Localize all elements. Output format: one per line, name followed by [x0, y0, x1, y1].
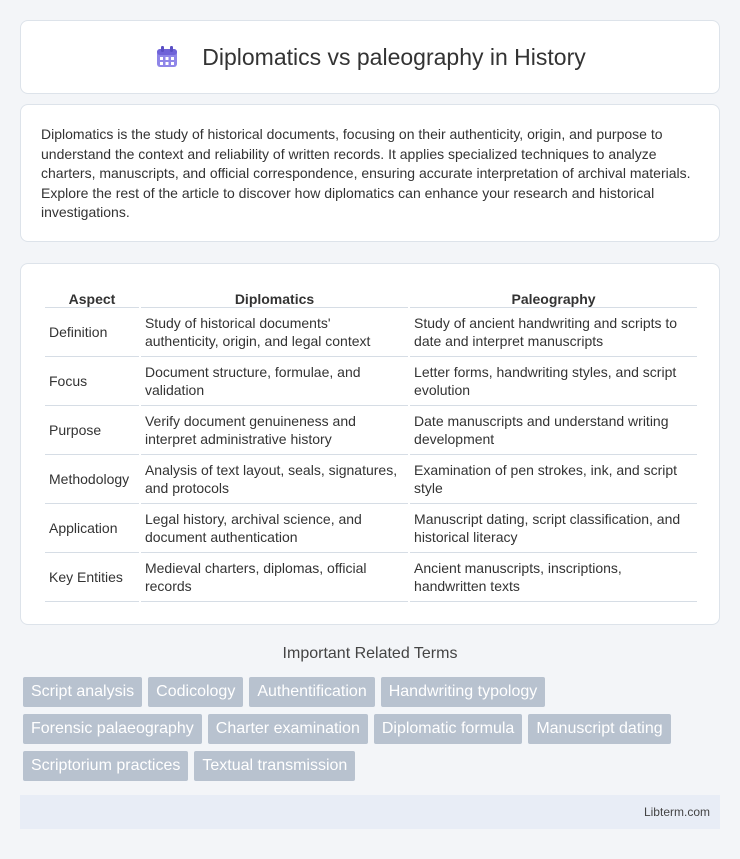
related-term-tag[interactable]: Diplomatic formula — [374, 714, 522, 744]
row-aspect: Focus — [45, 357, 139, 406]
row-paleography: Date manuscripts and understand writing development — [410, 406, 697, 455]
related-term-tag[interactable]: Codicology — [148, 677, 243, 707]
related-term-tag[interactable]: Charter examination — [208, 714, 368, 744]
row-aspect: Definition — [45, 308, 139, 357]
related-terms-list — [23, 677, 703, 788]
title-card — [20, 20, 720, 94]
row-aspect: Purpose — [45, 406, 139, 455]
table-header-row — [45, 284, 697, 308]
row-paleography: Examination of pen strokes, ink, and script style — [410, 455, 697, 504]
row-aspect: Application — [45, 504, 139, 553]
row-diplomatics: Verify document genuineness and interpret administrative history — [141, 406, 408, 455]
related-term-tag[interactable]: Scriptorium practices — [23, 751, 188, 781]
table-row — [45, 308, 697, 357]
row-diplomatics: Study of historical documents' authenticity, origin, and legal context — [141, 308, 408, 357]
intro-card — [20, 104, 720, 242]
calendar-icon — [154, 44, 180, 70]
comparison-table — [43, 284, 699, 602]
related-term-tag[interactable]: Script analysis — [23, 677, 142, 707]
footer — [20, 795, 720, 829]
row-diplomatics: Document structure, formulae, and validation — [141, 357, 408, 406]
header-aspect: Aspect — [45, 284, 139, 308]
row-paleography: Study of ancient handwriting and scripts to date and interpret manuscripts — [410, 308, 697, 357]
page-title: Diplomatics vs paleography in History — [202, 43, 586, 70]
table-row — [45, 553, 697, 602]
header-paleography: Paleography — [410, 284, 697, 308]
row-diplomatics: Legal history, archival science, and document authentication — [141, 504, 408, 553]
related-term-tag[interactable]: Authentification — [249, 677, 374, 707]
footer-brand[interactable]: Libterm.com — [643, 805, 710, 819]
row-aspect: Key Entities — [45, 553, 139, 602]
related-term-tag[interactable]: Textual transmission — [194, 751, 355, 781]
table-row — [45, 406, 697, 455]
related-terms-title: Important Related Terms — [282, 645, 458, 662]
row-paleography: Letter forms, handwriting styles, and script evolution — [410, 357, 697, 406]
intro-text: Diplomatics is the study of historical documents, focusing on their authenticity, origin, and purpose to understand the context and reliability of written records. It applies specialized techniques to analyze charters, manuscripts, and official correspondence, ensuring accurate interpretation of archival materials. Explore the rest of the article to discover how diplomatics can enhance your research and historical investigations. — [41, 126, 691, 220]
table-row — [45, 504, 697, 553]
table-row — [45, 357, 697, 406]
row-diplomatics: Analysis of text layout, seals, signatures, and protocols — [141, 455, 408, 504]
row-paleography: Manuscript dating, script classification, and historical literacy — [410, 504, 697, 553]
related-term-tag[interactable]: Forensic palaeography — [23, 714, 202, 744]
related-term-tag[interactable]: Manuscript dating — [528, 714, 670, 744]
row-diplomatics: Medieval charters, diplomas, official records — [141, 553, 408, 602]
related-term-tag[interactable]: Handwriting typology — [381, 677, 546, 707]
row-aspect: Methodology — [45, 455, 139, 504]
comparison-table-card — [20, 263, 720, 625]
table-row — [45, 455, 697, 504]
header-diplomatics: Diplomatics — [141, 284, 408, 308]
row-paleography: Ancient manuscripts, inscriptions, handwritten texts — [410, 553, 697, 602]
